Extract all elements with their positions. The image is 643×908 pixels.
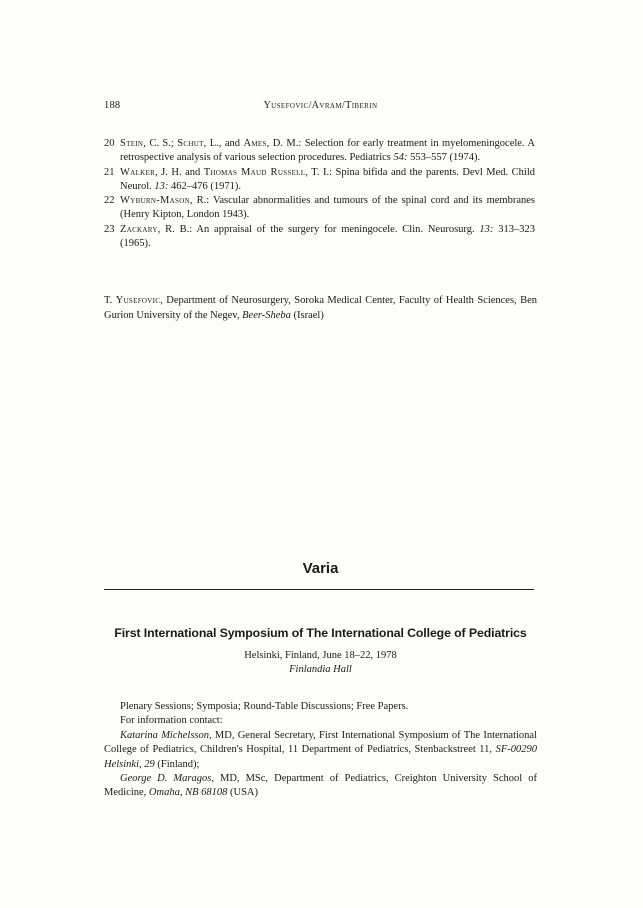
symposium-info bbox=[104, 700, 537, 801]
reference-list bbox=[104, 137, 535, 251]
reference-item: 20 Stein, C. S.; Schut, L., and Ames, D. M.: Selection for early treatment in myelomeningocele. A retrospective analysis of various selection procedures. Pediatrics 54: 553–557 (1974). bbox=[104, 138, 536, 164]
contact-entry: Katarina Michelsson, MD, General Secretary, First International Symposium of The International College of Pediatrics, Children's Hospital, 11 Department of Pediatrics, Stenbackstreet 11, SF-00290 Helsinki, 29 (Finland); bbox=[104, 729, 537, 770]
contact-label: For information contact: bbox=[120, 715, 223, 727]
contact-entry: George D. Maragos, MD, MSc, Department of Pediatrics, Creighton University School of Medicine, Omaha, NB 68108 (USA) bbox=[104, 773, 537, 799]
reference-item: 23 Zackary, R. B.: An appraisal of the surgery for meningocele. Clin. Neurosurg. 13: 313–323 (1965). bbox=[104, 223, 535, 250]
symposium-location: Helsinki, Finland, June 18–22, 1978 Finlandia Hall bbox=[244, 650, 397, 675]
reference-item: 22 Wyburn-Mason, R.: Vascular abnormalities and tumours of the spinal cord and its membranes (Henry Kipton, London 1943). bbox=[104, 195, 535, 221]
sessions-line: Plenary Sessions; Symposia; Round-Table Discussions; Free Papers. bbox=[120, 701, 409, 712]
running-head-authors: Yusefovic/Avram/Tiberin bbox=[263, 100, 378, 111]
reference-item: 21 Walker, J. H. and Thomas Maud Russell, T. I.: Spina bifida and the parents. Devl Med. Child Neurol. 13: 462–476 (1971). bbox=[104, 166, 535, 192]
section-divider bbox=[104, 589, 534, 590]
page-number: 188 bbox=[104, 100, 121, 111]
section-title: Varia bbox=[302, 560, 339, 577]
symposium-title: First International Symposium of The International College of Pediatrics bbox=[114, 626, 527, 640]
author-address: T. Yusefovic, Department of Neurosurgery, Soroka Medical Center, Faculty of Health Sciences, Ben Gurion University of the Negev, Beer-Sheba (Israel) bbox=[104, 295, 538, 321]
